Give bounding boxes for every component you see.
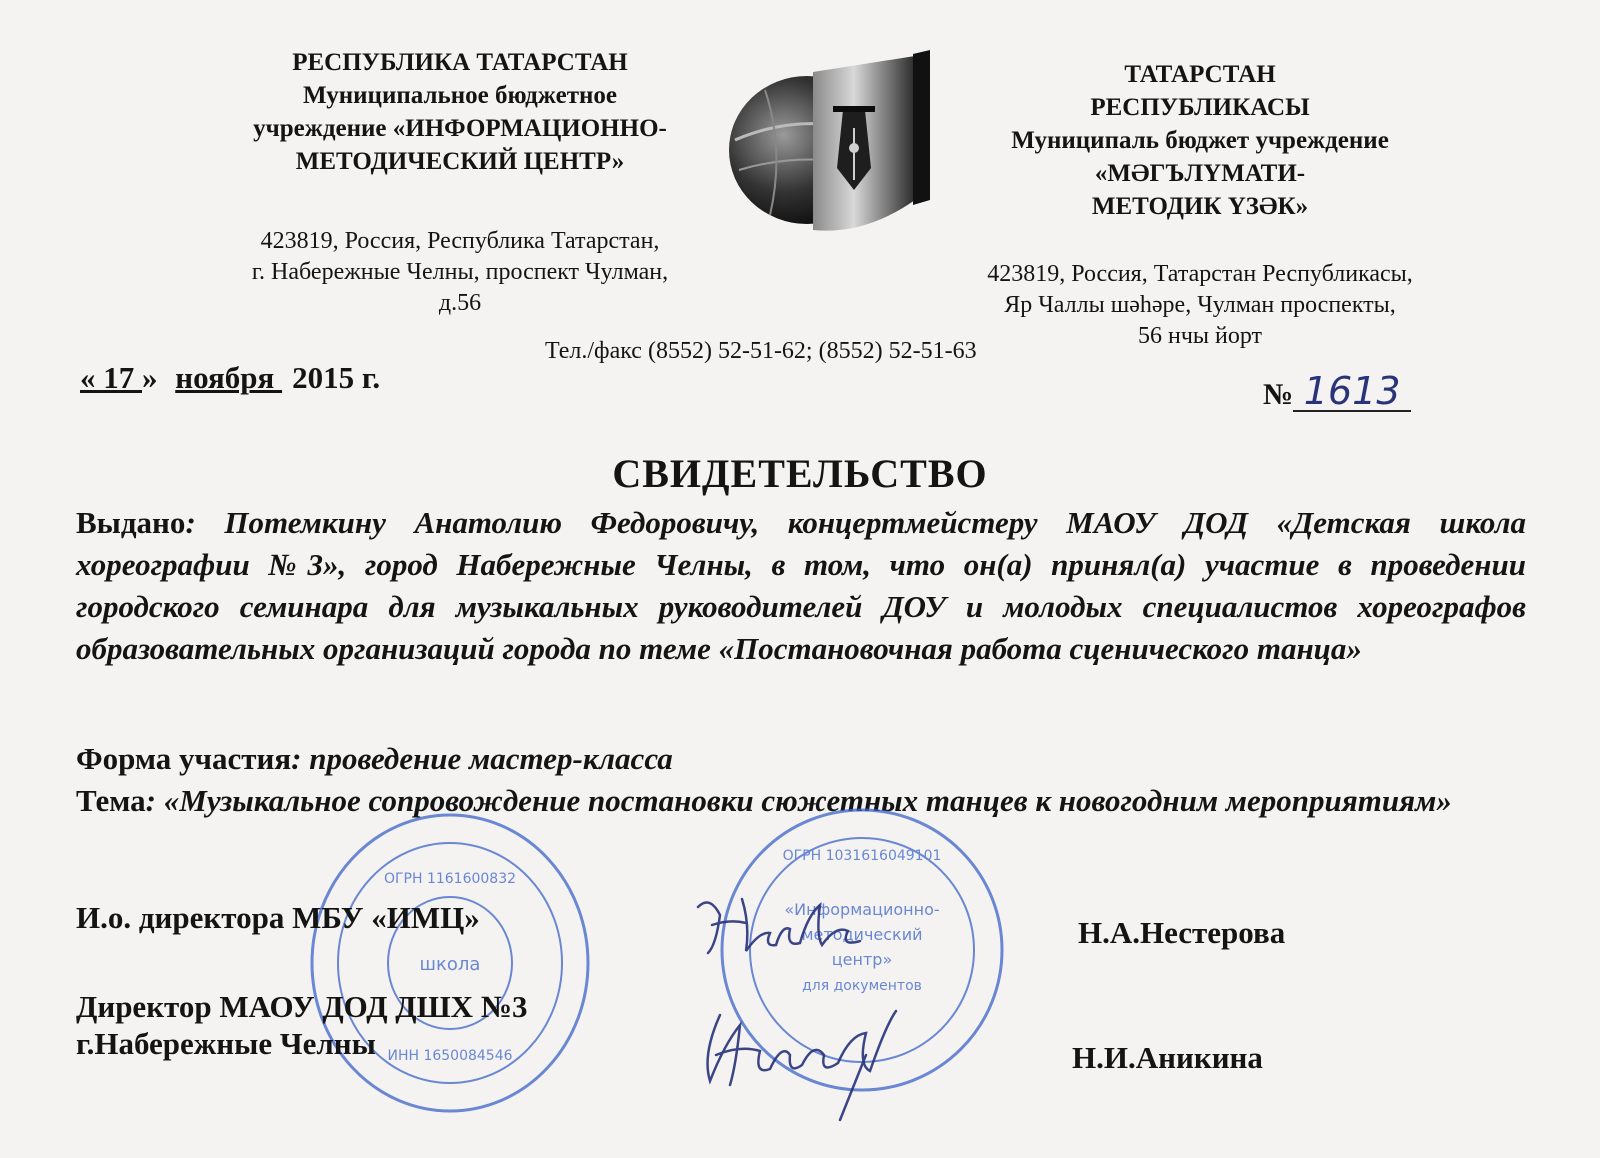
- right-stamp-center-line1: «Информационно-: [784, 900, 940, 919]
- issued-label: Выдано: [76, 505, 186, 540]
- second-signatory-role: [76, 988, 527, 1062]
- theme-label: Тема: [76, 783, 146, 818]
- header-left-address: [160, 226, 760, 319]
- theme-value: «Музыкальное сопровождение постановки сюжетных танцев к новогодним мероприятиям»: [156, 783, 1452, 818]
- first-signatory-name: Н.А.Нестерова: [1078, 915, 1286, 950]
- right-stamp-center-line3: центр»: [831, 950, 893, 969]
- first-handwritten-signature: [690, 885, 870, 965]
- header-right-addr3: 56 нчы йорт: [1137, 323, 1263, 349]
- phone-fax: Тел./факс (8552) 52-51-62; (8552) 52-51-63: [545, 338, 977, 364]
- document-number: [1263, 369, 1411, 413]
- header-left-organization: [160, 46, 760, 319]
- number-label: №: [1263, 378, 1294, 411]
- issued-paragraph: [76, 502, 1526, 670]
- header-left-line2: Муниципальное бюджетное: [302, 82, 617, 109]
- right-stamp-center-line4: для документов: [802, 978, 922, 994]
- header-right-addr1: 423819, Россия, Татарстан Республикасы,: [987, 261, 1413, 287]
- right-stamp-ogrn: ОГРН 1031616049101: [782, 848, 942, 864]
- header-left-addr1: 423819, Россия, Республика Татарстан,: [260, 228, 660, 254]
- header-left-line1: РЕСПУБЛИКА ТАТАРСТАН: [292, 49, 628, 76]
- document-date: [80, 360, 380, 396]
- left-stamp-center-word: школа: [419, 954, 481, 975]
- header-right-addr2: Яр Чаллы шәһәре, Чулман проспекты,: [1004, 292, 1396, 318]
- header-right-line5: МЕТОДИК ҮЗӘК»: [1091, 193, 1309, 220]
- left-round-stamp: [300, 808, 600, 1118]
- date-open-quote: «: [80, 360, 96, 395]
- document-title: СВИДЕТЕЛЬСТВО: [612, 451, 988, 496]
- header-right-address: [930, 259, 1470, 352]
- participation-form: [76, 738, 1526, 780]
- header-right-line3: Муниципаль бюджет учреждение: [1011, 127, 1389, 154]
- globe-pen-emblem-icon: [725, 50, 940, 240]
- header-right-line1: ТАТАРСТАН: [1124, 61, 1276, 88]
- header-right-organization: [930, 58, 1470, 352]
- form-colon: :: [291, 741, 302, 776]
- issued-colon: :: [185, 505, 196, 540]
- date-month: ноября: [175, 360, 283, 395]
- second-role-line2: г.Набережные Челны: [76, 1026, 376, 1061]
- left-stamp-ogrn: ОГРН 1161600832: [383, 871, 517, 887]
- header-right-line4: «МӘГЪЛҮМАТИ-: [1094, 160, 1306, 187]
- first-signatory-role: И.о. директора МБУ «ИМЦ»: [76, 900, 480, 935]
- second-handwritten-signature: [690, 985, 920, 1125]
- header-left-addr3: д.56: [438, 290, 482, 316]
- header-left-line3: учреждение «ИНФОРМАЦИОННО-: [253, 115, 667, 142]
- header-right-line2: РЕСПУБЛИКАСЫ: [1090, 94, 1310, 121]
- right-stamp-center-line2: методический: [801, 925, 923, 944]
- second-signatory-name: Н.И.Аникина: [1072, 1040, 1263, 1075]
- issued-text: Потемкину Анатолию Федоровичу, концертмейстеру МАОУ ДОД «Детская школа хореографии №3», город Набережные Челны, в том, что он(а) принял(а) участие в проведении городского семинара для музыкальных руководителей ДОУ и молодых специалистов хореографов образовательных организаций города по теме «Постановочная работа сценического танца»: [76, 505, 1526, 666]
- theme-colon: :: [145, 783, 156, 818]
- date-year: 2015 г.: [292, 360, 381, 395]
- number-handwritten: 1613: [1293, 372, 1411, 412]
- date-day: 17: [95, 360, 142, 395]
- date-close-quote: »: [142, 360, 158, 395]
- left-stamp-inn: ИНН 1650084546: [387, 1048, 513, 1064]
- second-role-line1: Директор МАОУ ДОД ДШХ №3: [76, 989, 528, 1024]
- form-label: Форма участия: [76, 741, 292, 776]
- header-left-line4: МЕТОДИЧЕСКИЙ ЦЕНТР»: [295, 148, 625, 175]
- form-value: проведение мастер-класса: [301, 741, 673, 776]
- header-left-addr2: г. Набережные Челны, проспект Чулман,: [251, 259, 669, 285]
